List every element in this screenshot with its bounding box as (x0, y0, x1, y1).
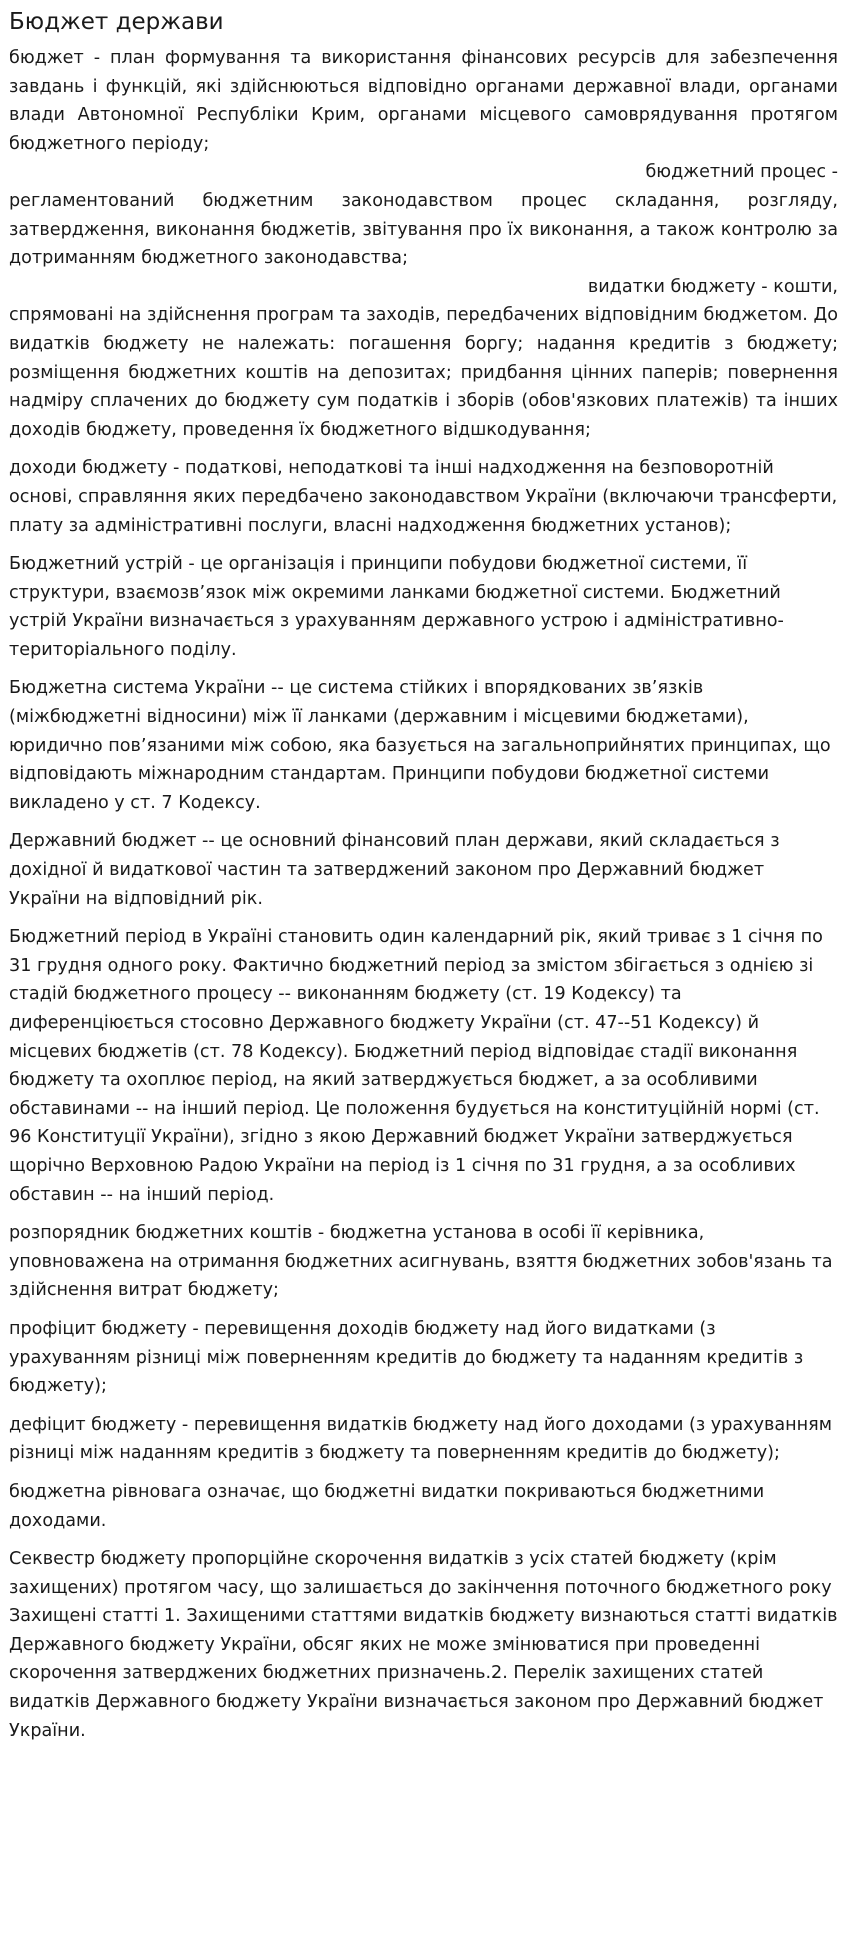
paragraph-fund-manager: розпорядник бюджетних коштів - бюджетна установа в особі її керівника, уповноважена на отримання бюджетних асигнувань, взяття бюджетних зобов'язань та здійснення витрат бюджету; (9, 1223, 833, 1301)
page-title: Бюджет держави (9, 9, 224, 35)
definition-expenditures-lead: видатки бюджету - кошти, (587, 276, 838, 297)
definitions-block (9, 44, 838, 444)
paragraph-deficit: дефіцит бюджету - перевищення видатків бюджету над його доходами (з урахуванням різниці між наданням кредитів з бюджету та поверненням кредитів до бюджету); (9, 1414, 832, 1464)
definition-budget-process: регламентований бюджетним законодавством процес складання, розгляду, затвердження, виконання бюджетів, звітування про їх виконання, а також контролю за дотриманням бюджетного законодавства; (9, 190, 838, 269)
paragraph-surplus: профіцит бюджету - перевищення доходів бюджету над його видатками (з урахуванням різниці між поверненням кредитів до бюджету та наданням кредитів з бюджету); (9, 1318, 804, 1397)
paragraph-state-budget: Державний бюджет -- це основний фінансовий план держави, який складається з дохідної й видаткової частин та затверджений законом про Державний бюджет України на відповідний рік. (9, 831, 780, 909)
paragraph-budget-period: Бюджетний період в Україні становить один календарний рік, який триває з 1 січня по 31 грудня одного року. Фактично бюджетний період за змістом збігається з однією зі стадій бюджетного процесу -- виконанням бюджету (ст. 19 Кодексу) та диференціюється стосовно Державного бюджету України (ст. 47--51 Кодексу) й місцевих бюджетів (ст. 78 Кодексу). Бюджетний період відповідає стадії виконання бюджету та охоплює період, на який затверджується бюджет, а за особливими обставинами -- на інший період. Це положення будується на конституційній нормі (ст. 96 Конституції України), згідно з якою Державний бюджет України затверджується щорічно Верховною Радою України на період із 1 січня по 31 грудня, а за особливих обставин -- на інший період. (9, 927, 823, 1205)
definition-expenditures: спрямовані на здійснення програм та заходів, передбачених відповідним бюджетом. До видатків бюджету не належать: погашення боргу; надання кредитів з бюджету; розміщення бюджетних коштів на депозитах; придбання цінних паперів; повернення надміру сплачених до бюджету сум податків і зборів (обов'язкових платежів) та інших доходів бюджету, проведення їх бюджетного відшкодування; (9, 305, 838, 440)
paragraph-sequester: Секвестр бюджету пропорційне скорочення видатків з усіх статей бюджету (крім захищених) протягом часу, що залишається до закінчення поточного бюджетного року (9, 1549, 832, 1598)
definition-budget: бюджет - план формування та використання фінансових ресурсів для забезпечення завдань і функцій, які здійснюються відповідно органами державної влади, органами влади Автономної Республіки Крим, органами місцевого самоврядування протягом бюджетного періоду; (9, 48, 838, 154)
paragraph-revenues: доходи бюджету - податкові, неподаткові та інші надходження на безповоротній основі, справляння яких передбачено законодавством України (включаючи трансферти, плату за адміністративні послуги, власні надходження бюджетних установ); (9, 458, 838, 536)
paragraph-protected-articles: Захищені статті 1. Захищеними статтями видатків бюджету визнаються статті видатків Державного бюджету України, обсяг яких не може змінюватися при проведенні скорочення затверджених бюджетних призначень.2. Перелік захищених статей видатків Державного бюджету України визначається законом про Державний бюджет України. (9, 1606, 838, 1741)
paragraph-budget-structure: Бюджетний устрій - це організація і принципи побудови бюджетної системи, її структури, взаємозв’язок між окремими ланками бюджетної системи. Бюджетний устрій України визначається з урахуванням державного устрою і адміністративно-територіального поділу. (9, 554, 784, 660)
definition-budget-process-lead: бюджетний процес - (645, 162, 838, 183)
paragraph-budget-system: Бюджетна система України -- це система стійких і впорядкованих зв’язків (міжбюджетні відносини) між її ланками (державним і місцевими бюджетами), юридично пов’язаними між собою, яка базується на загальноприйнятих принципах, що відповідають міжнародним стандартам. Принципи побудови бюджетної системи викладено у ст. 7 Кодексу. (9, 678, 831, 813)
paragraph-balance: бюджетна рівновага означає, що бюджетні видатки покриваються бюджетними доходами. (9, 1481, 765, 1531)
